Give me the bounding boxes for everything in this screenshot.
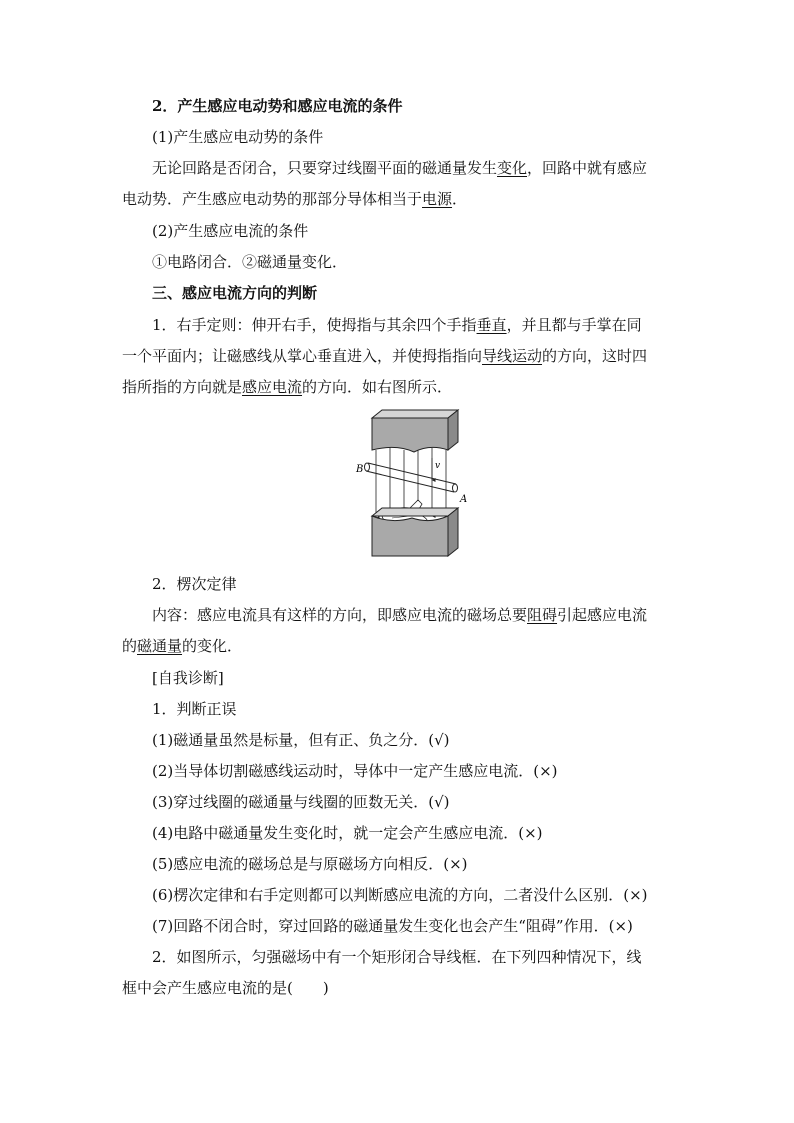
magnet-top-face	[372, 410, 458, 418]
label-a: A	[460, 494, 468, 505]
judgment-item: (4)电路中磁通量发生变化时，就一定会产生感应电流．(×)	[152, 824, 543, 842]
paragraph-line	[122, 346, 647, 366]
self-diagnosis-heading: [自我诊断]	[152, 669, 224, 687]
question-2-line: 框中会产生感应电流的是( )	[122, 979, 329, 997]
text-span: 1．右手定则：伸开右手，使拇指与其余四个手指	[152, 316, 477, 334]
paragraph-line	[122, 636, 242, 656]
text-span: 的变化．	[182, 637, 243, 655]
text-span: 电动势．产生感应电动势的那部分导体相当于	[122, 190, 423, 208]
magnet-bottom-side	[448, 508, 458, 556]
fill-blank-answer: 阻碍	[527, 606, 558, 624]
question-2-line: 2．如图所示，匀强磁场中有一个矩形闭合导线框．在下列四种情况下，线	[152, 948, 642, 966]
fill-blank-answer: 变化	[497, 159, 528, 177]
magnet-bottom-front	[372, 516, 448, 556]
paragraph-line	[152, 315, 642, 335]
judgment-item: (3)穿过线圈的磁通量与线圈的匝数无关．(√)	[152, 793, 450, 811]
judgment-item: (2)当导体切割磁感线运动时，导体中一定产生感应电流．(×)	[152, 762, 558, 780]
judgment-item: (6)楞次定律和右手定则都可以判断感应电流的方向，二者没什么区别．(×)	[152, 886, 648, 904]
label-b: B	[356, 464, 364, 475]
judgment-item: (7)回路不闭合时，穿过回路的磁通量发生变化也会产生“阻碍”作用．(×)	[152, 917, 633, 935]
text-span: 的方向．如右图所示．	[302, 378, 453, 396]
subsection-emf-condition: (1)产生感应电动势的条件	[152, 128, 324, 146]
judgment-item: (5)感应电流的磁场总是与原磁场方向相反．(×)	[152, 855, 468, 873]
paragraph-line	[122, 189, 467, 209]
fill-blank-answer: 电源	[422, 190, 453, 208]
label-v: v	[435, 461, 441, 471]
text-span: 指所指的方向就是	[122, 378, 243, 396]
text-span: 无论回路是否闭合，只要穿过线圈平面的磁通量发生	[152, 159, 498, 177]
text-span: ，并且都与手掌在同	[506, 316, 642, 334]
text-span: 的	[122, 637, 138, 655]
text-span: ，回路中就有感应	[527, 159, 648, 177]
magnet-bottom-face	[372, 508, 458, 516]
judgment-item: (1)磁通量虽然是标量，但有正、负之分．(√)	[152, 731, 450, 749]
section2-heading: 2．产生感应电动势和感应电流的条件	[152, 97, 403, 115]
text-span: ．	[452, 190, 468, 208]
fill-blank-answer: 导线运动	[482, 347, 543, 365]
fill-blank-answer: 感应电流	[242, 378, 303, 396]
lenz-heading: 2．楞次定律	[152, 575, 237, 593]
text-span: 的方向，这时四	[542, 347, 648, 365]
text-span: 引起感应电流	[557, 606, 648, 624]
condition-list: ①电路闭合．②磁通量变化．	[152, 253, 348, 271]
paragraph-line	[152, 158, 647, 178]
paragraph-line	[152, 605, 647, 625]
section3-heading: 三、感应电流方向的判断	[152, 284, 318, 302]
conductor-rod	[365, 463, 458, 492]
subsection-current-condition: (2)产生感应电流的条件	[152, 222, 309, 240]
paragraph-line	[122, 377, 452, 397]
text-span: 内容：感应电流具有这样的方向，即感应电流的磁场总要	[152, 606, 528, 624]
text-span: 一个平面内；让磁感线从掌心垂直进入，并使拇指指向	[122, 347, 483, 365]
fill-blank-answer: 磁通量	[137, 637, 183, 655]
right-hand-rule-figure	[352, 408, 474, 566]
question-1-title: 1．判断正误	[152, 700, 237, 718]
magnet-top-front	[372, 418, 448, 452]
fill-blank-answer: 垂直	[476, 316, 507, 334]
